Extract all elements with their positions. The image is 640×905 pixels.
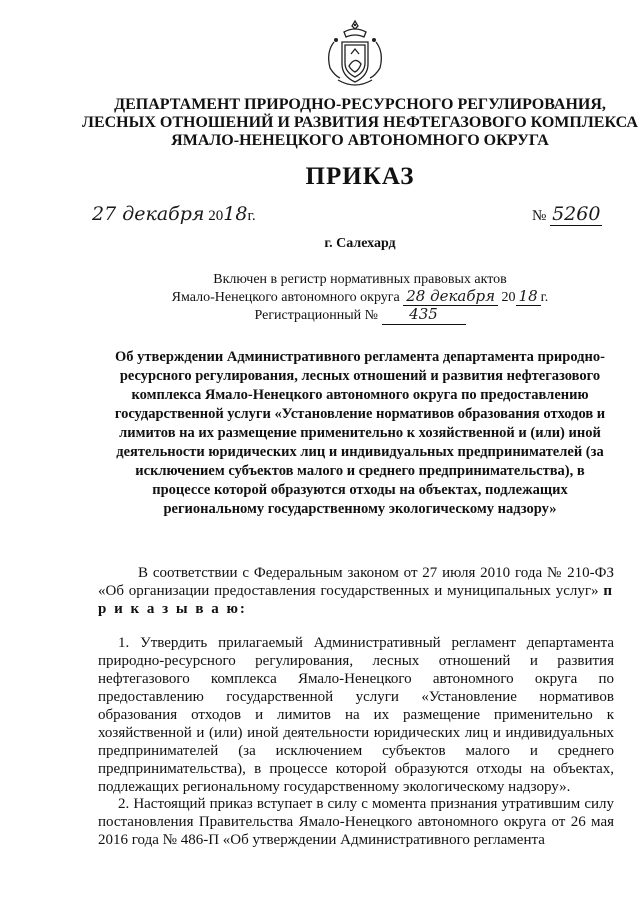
coat-of-arms-emblem [322,18,388,92]
order-number [532,203,602,225]
organization-name [60,96,640,150]
order-year-prefix: 20 [208,208,224,224]
preamble-paragraph [98,564,614,618]
city: г. Салехард [324,236,396,251]
registration-region: Ямало-Ненецкого автономного округа [171,290,400,305]
registration-number-label: Регистрационный № [254,308,378,323]
registration-line-2 [60,288,640,306]
registration-number-handwritten: 435 [409,305,438,323]
registration-year-handwritten: 18 [516,287,541,306]
order-year-handwritten: 18 [223,203,248,225]
registration-line-1: Включен в регистр нормативных правовых актов [213,272,507,287]
registration-date-handwritten: 28 декабря [403,287,498,306]
order-date [92,203,256,225]
registration-line-3 [60,306,640,325]
registration-year-prefix: 20 [501,290,516,305]
org-line-1: ДЕПАРТАМЕНТ ПРИРОДНО-РЕСУРСНОГО РЕГУЛИРОВАНИЯ, [114,96,606,113]
order-title: ПРИКАЗ [305,163,415,190]
registration-year-suffix: г. [540,290,549,305]
order-year-suffix: г. [247,208,256,224]
order-number-label: № [532,208,547,224]
clause-2: 2. Настоящий приказ вступает в силу с момента признания утратившим силу постановления Правительства Ямало-Ненецкого автономного округа от 26 мая 2016 года № 486-П «Об утверждении Административного регламента [98,796,614,848]
order-number-handwritten: 5260 [552,203,601,225]
order-date-handwritten: 27 декабря [92,203,205,225]
document-title: Об утверждении Административного регламента департамента природно-ресурсного регулирования, лесных отношений и развития нефтегазового комплекса Ямало-Ненецкого автономного округа по предоставлению государственной услуги «Установление нормативов образования отходов и лимитов на их размещение применительно к хозяйственной и (или) иной деятельности юридических лиц и индивидуальных предпринимателей (за исключением субъектов малого и среднего предпринимательства), в процессе которой образуются отходы на объектах, подлежащих региональному государственному экологическому надзору» [114,349,606,517]
org-line-2: ЛЕСНЫХ ОТНОШЕНИЙ И РАЗВИТИЯ НЕФТЕГАЗОВОГО КОМПЛЕКСА [82,114,638,131]
preamble-text: В соответствии с Федеральным законом от 27 июля 2010 года № 210-ФЗ «Об организации предоставления государственных и муниципальных услуг» [98,565,614,599]
org-line-3: ЯМАЛО-НЕНЕЦКОГО АВТОНОМНОГО ОКРУГА [171,132,549,149]
order-verb: п р и к а з ы в а ю: [98,583,614,617]
registration-stamp [60,272,640,325]
clause-1: 1. Утвердить прилагаемый Административный регламент департамента природно-ресурсного регулирования, лесных отношений и развития нефтегазового комплекса Ямало-Ненецкого автономного округа по предоставлению государственной услуги «Установление нормативов образования отходов и лимитов на их размещение применительно к хозяйственной и (или) иной деятельности юридических лиц и индивидуальных предпринимателей (за исключением субъектов малого и среднего предпринимательства), в процессе которой образуются отходы на объектах, подлежащих региональному государственному экологическому надзору». [98,635,614,795]
